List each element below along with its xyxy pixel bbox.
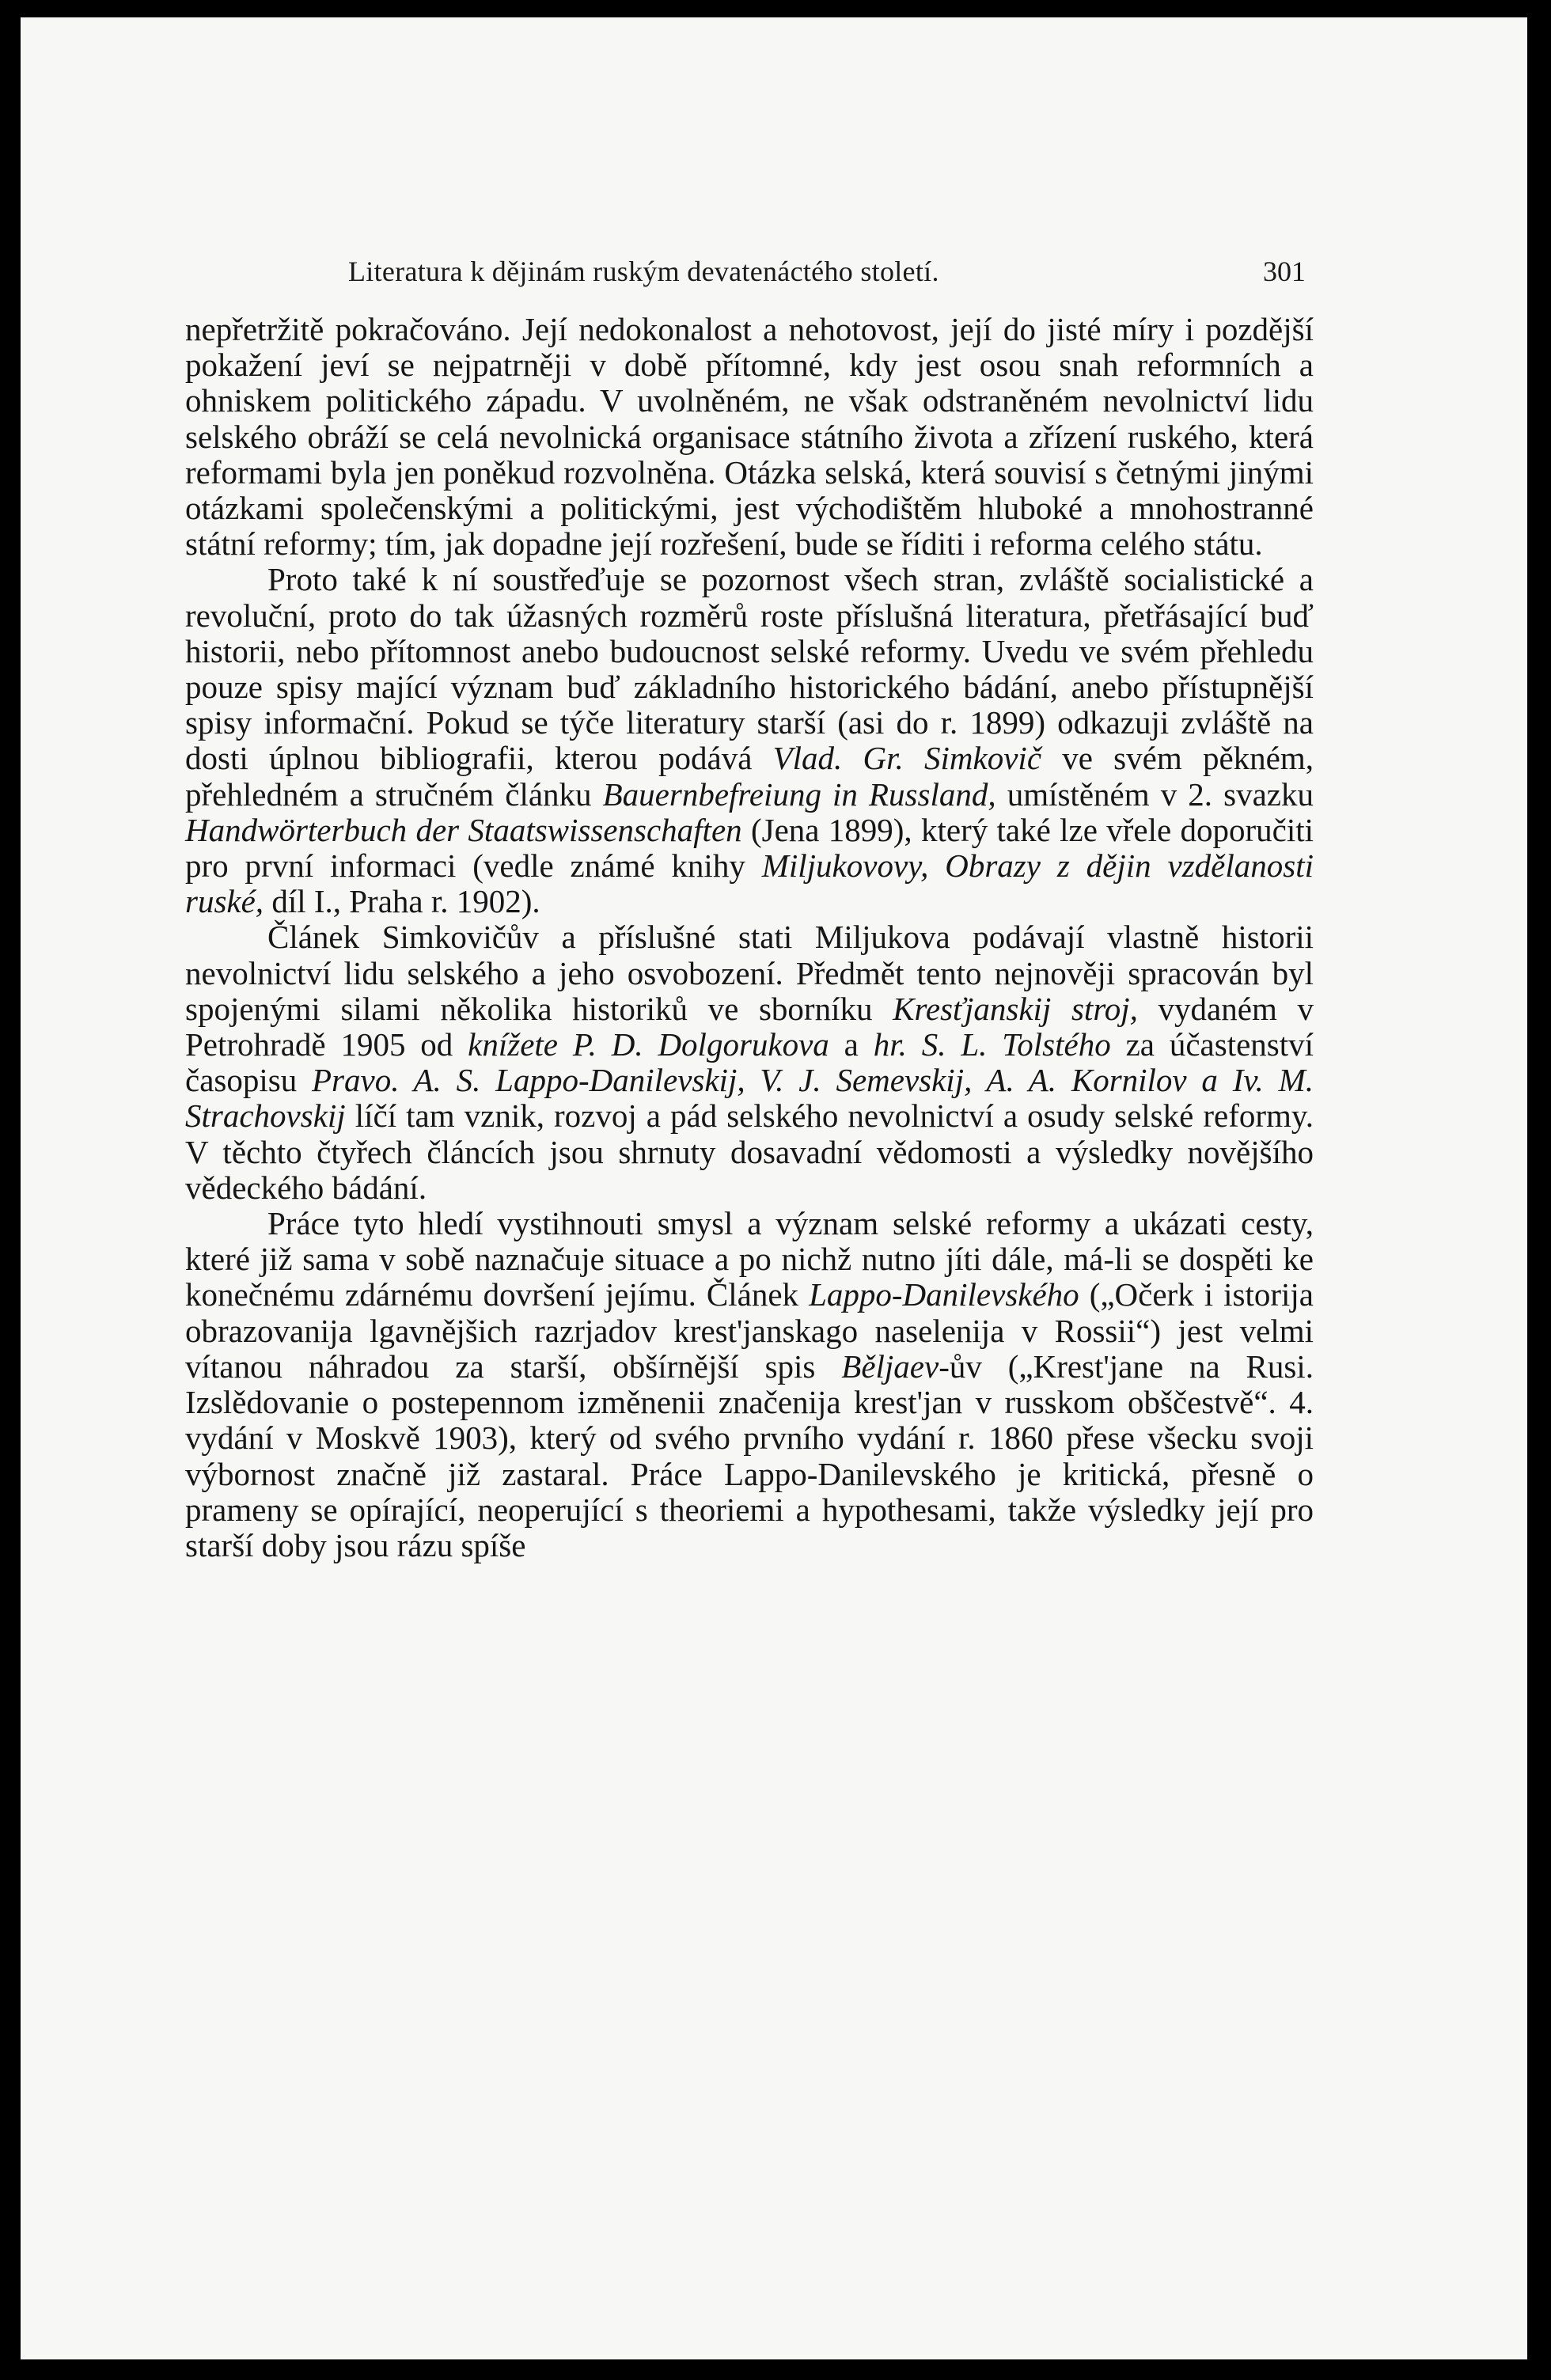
paragraph-2-text-2: ve svém pěkném, přehledném a stručném článku bbox=[185, 740, 1314, 813]
paragraph-4-italic-1: Lappo-Danilevského bbox=[809, 1276, 1079, 1313]
paragraph-4-italic-2: Běljaev bbox=[841, 1347, 939, 1385]
paragraph-3-text-1: Článek Simkovičův a příslušné stati Miljukova podávají vlastně historii nevolnictví lidu selského a jeho osvobození. Předmět tento nejnověji spracován byl spojenými silami několika historiků ve sborníku bbox=[185, 919, 1314, 1027]
paragraph-4 bbox=[185, 1206, 1314, 1563]
paragraph-2-italic-1: Vlad. Gr. Simkovič bbox=[772, 740, 1042, 777]
book-page bbox=[21, 17, 1527, 2359]
paragraph-2 bbox=[185, 562, 1314, 919]
paragraph-1-text: nepřetržitě pokračováno. Její nedokonalost a nehotovost, její do jisté míry i pozdější pokažení jeví se nejpatrněji v době přítomné, kdy jest osou snah reformních a ohniskem politického západu. V uvolněném, ne však odstraněném nevolnictví lidu selského obráží se celá nevolnická organisace státního života a zřízení ruského, která reformami byla jen poněkud rozvolněna. Otázka selská, která souvisí s četnými jinými otázkami společenskými a politickými, jest východištěm hluboké a mnohostranné státní reformy; tím, jak dopadne její rozřešení, bude se říditi i reforma celého státu. bbox=[185, 311, 1314, 563]
paragraph-2-text-1: Proto také k ní soustřeďuje se pozornost všech stran, zvláště socialistické a revoluční, proto do tak úžasných rozměrů roste příslušná literatura, přetřásající buď historii, nebo přítomnost anebo budoucnost selské reformy. Uvedu ve svém přehledu pouze spisy mající význam buď základního historického bádání, anebo přístupnější spisy informační. Pokud se týče literatury starší (asi do r. 1899) odkazuji zvláště na dosti úplnou bibliografii, kterou podává bbox=[185, 561, 1314, 777]
paragraph-2-text-4: (Jena 1899), který také lze vřele doporučiti pro první informaci (vedle známé knihy bbox=[185, 811, 1314, 885]
paragraph-3-text-3: a bbox=[829, 1026, 874, 1063]
paragraph-3-text-5: líčí tam vznik, rozvoj a pád selského nevolnictví a osudy selské reformy. V těchto čtyřech článcích jsou shrnuty dosavadní vědomosti a výsledky novějšího vědeckého bádání. bbox=[185, 1097, 1314, 1206]
page-number: 301 bbox=[1263, 256, 1306, 287]
paragraph-2-italic-2: Bauernbefreiung in Russland, bbox=[602, 775, 996, 813]
paragraph-3-text-2: vydaném v Petrohradě 1905 od bbox=[185, 990, 1314, 1063]
page-header bbox=[348, 255, 1306, 302]
paragraph-2-text-3: umístěném v 2. svazku bbox=[995, 775, 1314, 813]
running-title: Literatura k dějinám ruským devatenáctého století. bbox=[348, 256, 939, 287]
paragraph-1 bbox=[185, 312, 1314, 562]
paragraph-3-italic-1: Kresťjanskij stroj, bbox=[893, 990, 1138, 1027]
paragraph-3-text-4: za účastenství časopisu bbox=[185, 1026, 1314, 1099]
paragraph-4-text-2: („Očerk i istorija obrazovanija lgavnějšich razrjadov krest'janskago naselenija v Rossii“) jest velmi vítanou náhradou za starší, obšírnější spis bbox=[185, 1276, 1314, 1385]
paragraph-3-italic-2: knížete P. D. Dolgorukova bbox=[468, 1026, 829, 1063]
paragraph-3 bbox=[185, 919, 1314, 1206]
paragraph-4-text-1: Práce tyto hledí vystihnouti smysl a význam selské reformy a ukázati cesty, které již sama v sobě naznačuje situace a po nichž nutno jíti dále, má-li se dospěti ke konečnému zdárnému dovršení jejímu. Článek bbox=[185, 1205, 1314, 1313]
paragraph-3-italic-3: hr. S. L. Tolstého bbox=[873, 1026, 1111, 1063]
paragraph-2-italic-3: Handwörterbuch der Staatswissenschaften bbox=[185, 811, 742, 848]
paragraph-2-text-5: díl I., Praha r. 1902). bbox=[264, 883, 540, 920]
body-text bbox=[185, 312, 1314, 1563]
paragraph-4-text-3: -ův („Krest'jane na Rusi. Izslědovanie o postepennom izměnenii značenija krest'jan v russkom obščestvě“. 4. vydání v Moskvě 1903), který od svého prvního vydání r. 1860 přese všecku svoji výbornost značně již zastaral. Práce Lappo-Danilevského je kritická, přesně o prameny se opírající, neoperující s theoriemi a hypothesami, takže výsledky její pro starší doby jsou rázu spíše bbox=[185, 1347, 1314, 1563]
paragraph-3-italic-4: Pravo. A. S. Lappo-Danilevskij, V. J. Semevskij, A. A. Kornilov a Iv. M. Strachovskij bbox=[185, 1062, 1314, 1135]
paragraph-2-italic-4: Miljukovovy, Obrazy z dějin vzdělanosti ruské, bbox=[185, 847, 1314, 920]
